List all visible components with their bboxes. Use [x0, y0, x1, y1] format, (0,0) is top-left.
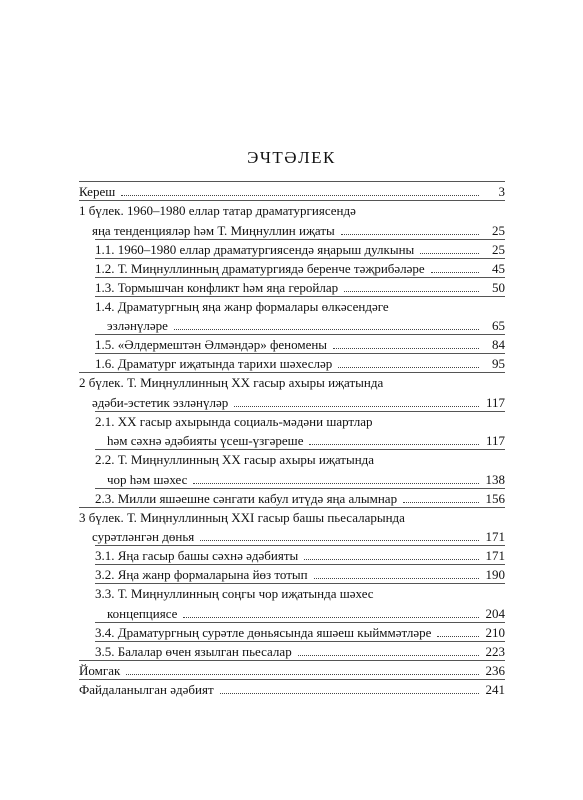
- table-of-contents: [79, 181, 505, 698]
- toc-entry-text: 1.1. 1960–1980 еллар драматургиясендә яңарыш дулкыны: [95, 241, 415, 257]
- toc-dot-leader: [431, 271, 479, 273]
- toc-entry-text: 3.1. Яңа гасыр башы сәхнә әдәбияты: [95, 548, 299, 563]
- toc-entry-text: яңа тенденцияләр һәм Т. Миңнуллин иҗаты: [92, 222, 335, 238]
- toc-entry-text: концепциясе: [107, 605, 178, 621]
- toc-page-number: 45: [492, 260, 505, 276]
- toc-entry-text: һәм сәхнә әдәбияты үсеш-үзгәреше: [107, 433, 304, 448]
- toc-entry-text: 3 бүлек. Т. Миңнуллинның XXI гасыр башы пьесаларында: [79, 509, 405, 525]
- toc-entry-text: Файдаланылган әдәбият: [79, 681, 214, 697]
- toc-entry-text: 2.3. Милли яшәешне сәнгати кабул итүдә яңа алымнар: [95, 490, 398, 506]
- toc-entry-rule: [95, 622, 505, 623]
- toc-dot-leader: [437, 635, 479, 637]
- toc-page-number: 25: [492, 241, 505, 257]
- toc-dot-leader: [200, 539, 479, 541]
- toc-page-number: 84: [492, 337, 505, 352]
- toc-entry: [79, 583, 505, 622]
- toc-page-number: 25: [492, 222, 505, 238]
- toc-entry: [79, 622, 505, 641]
- toc-dot-leader: [420, 252, 479, 254]
- toc-dot-leader: [126, 673, 479, 675]
- toc-entry-rule: [95, 239, 505, 240]
- toc-entry-text: 3.4. Драматургның сурәтле дөньясында яшәеш кыйммәтләре: [95, 624, 432, 640]
- page-title: ЭЧТӘЛЕК: [247, 148, 336, 167]
- toc-entry: [79, 277, 505, 296]
- toc-page-number: 138: [485, 471, 505, 487]
- toc-entry-rule: [95, 334, 505, 335]
- toc-entry-rule: [95, 258, 505, 259]
- toc-entry: [79, 334, 505, 353]
- toc-entry: [79, 564, 505, 583]
- toc-entry-rule: [95, 411, 505, 412]
- toc-dot-leader: [403, 501, 479, 503]
- toc-entry: [79, 545, 505, 564]
- toc-entry-text: 1.4. Драматургның яңа жанр формалары өлкәсендәге: [95, 298, 389, 314]
- toc-page-number: 65: [492, 318, 505, 333]
- toc-page-number: 3: [498, 184, 505, 199]
- toc-dot-leader: [220, 692, 479, 694]
- toc-dot-leader: [333, 347, 479, 349]
- toc-entry-rule: [95, 564, 505, 565]
- toc-page-number: 117: [485, 433, 505, 448]
- toc-entry: [79, 181, 505, 200]
- toc-entry-rule: [95, 545, 505, 546]
- toc-page-number: 236: [485, 662, 505, 678]
- toc-dot-leader: [193, 482, 479, 484]
- toc-entry: [79, 641, 505, 660]
- toc-entry-text: 3.5. Балалар өчен язылган пьесалар: [95, 643, 292, 659]
- toc-entry-text: 2.2. Т. Миңнуллинның XX гасыр ахыры иҗатында: [95, 452, 375, 467]
- toc-entry: [79, 296, 505, 335]
- toc-entry: [79, 449, 505, 488]
- toc-entry-rule: [95, 583, 505, 584]
- toc-entry-rule: [79, 660, 505, 661]
- toc-entry: [79, 353, 505, 372]
- toc-entry: [79, 507, 505, 546]
- toc-entry-text: 1 бүлек. 1960–1980 еллар татар драматургиясендә: [79, 203, 356, 218]
- toc-entry-rule: [79, 372, 505, 373]
- toc-page-number: 241: [485, 681, 505, 697]
- toc-entry: [79, 239, 505, 258]
- toc-dot-leader: [304, 558, 479, 560]
- toc-page-number: 190: [485, 567, 505, 582]
- toc-page-number: 210: [485, 624, 505, 640]
- toc-entry-text: 2 бүлек. Т. Миңнуллинның XX гасыр ахыры иҗатында: [79, 375, 384, 390]
- toc-entry: [79, 372, 505, 411]
- toc-entry-rule: [79, 679, 505, 680]
- toc-entry-rule: [95, 641, 505, 642]
- toc-dot-leader: [344, 290, 479, 292]
- toc-entry-text: сурәтләнгән дөнья: [92, 529, 195, 544]
- toc-dot-leader: [121, 194, 479, 196]
- toc-page-number: 156: [485, 490, 505, 506]
- toc-page-number: 171: [485, 529, 505, 544]
- toc-dot-leader: [183, 616, 479, 618]
- toc-entry-rule: [95, 296, 505, 297]
- toc-dot-leader: [174, 328, 479, 330]
- toc-page-number: 171: [485, 548, 505, 563]
- toc-entry-text: 3.3. Т. Миңнуллинның соңгы чор иҗатында шәхес: [95, 586, 374, 601]
- toc-entry-text: эзләнүләре: [107, 318, 168, 333]
- toc-entry: [79, 411, 505, 450]
- toc-entry-rule: [95, 277, 505, 278]
- toc-entry-text: әдәби-эстетик эзләнүләр: [92, 394, 229, 410]
- toc-dot-leader: [298, 654, 479, 656]
- toc-dot-leader: [341, 233, 479, 235]
- toc-page-number: 95: [492, 356, 505, 371]
- toc-entry-rule: [95, 353, 505, 354]
- toc-entry: [79, 660, 505, 679]
- toc-page-number: 204: [485, 605, 505, 621]
- toc-entry: [79, 488, 505, 507]
- toc-entry-rule: [95, 449, 505, 450]
- toc-entry-text: 1.3. Тормышчан конфликт һәм яңа геройлар: [95, 279, 339, 295]
- toc-entry: [79, 200, 505, 239]
- toc-entry-rule: [79, 507, 505, 508]
- toc-entry-text: Кереш: [79, 184, 116, 199]
- toc-dot-leader: [234, 405, 479, 407]
- toc-entry-text: 2.1. XX гасыр ахырында социаль-мәдәни шартлар: [95, 413, 373, 429]
- toc-entry-rule: [95, 488, 505, 489]
- toc-page-number: 50: [492, 279, 505, 295]
- toc-dot-leader: [338, 366, 479, 368]
- toc-entry: [79, 679, 505, 698]
- toc-page-number: 117: [485, 394, 505, 410]
- toc-page-number: 223: [485, 643, 505, 659]
- toc-entry-text: 1.2. Т. Миңнуллинның драматургиядә беренче тәҗрибәләре: [95, 260, 425, 276]
- toc-entry-text: чор һәм шәхес: [107, 471, 188, 487]
- toc-entry: [79, 258, 505, 277]
- toc-entry-text: Йомгак: [79, 662, 121, 678]
- toc-entry-text: 3.2. Яңа жанр формаларына йөз тотып: [95, 567, 308, 582]
- toc-entry-text: 1.6. Драматург иҗатында тарихи шәхесләр: [95, 356, 333, 371]
- toc-entry-rule: [79, 200, 505, 201]
- toc-entry-text: 1.5. «Әлдермештән Әлмәндәр» феномены: [95, 337, 328, 352]
- toc-dot-leader: [309, 443, 479, 445]
- toc-dot-leader: [314, 577, 479, 579]
